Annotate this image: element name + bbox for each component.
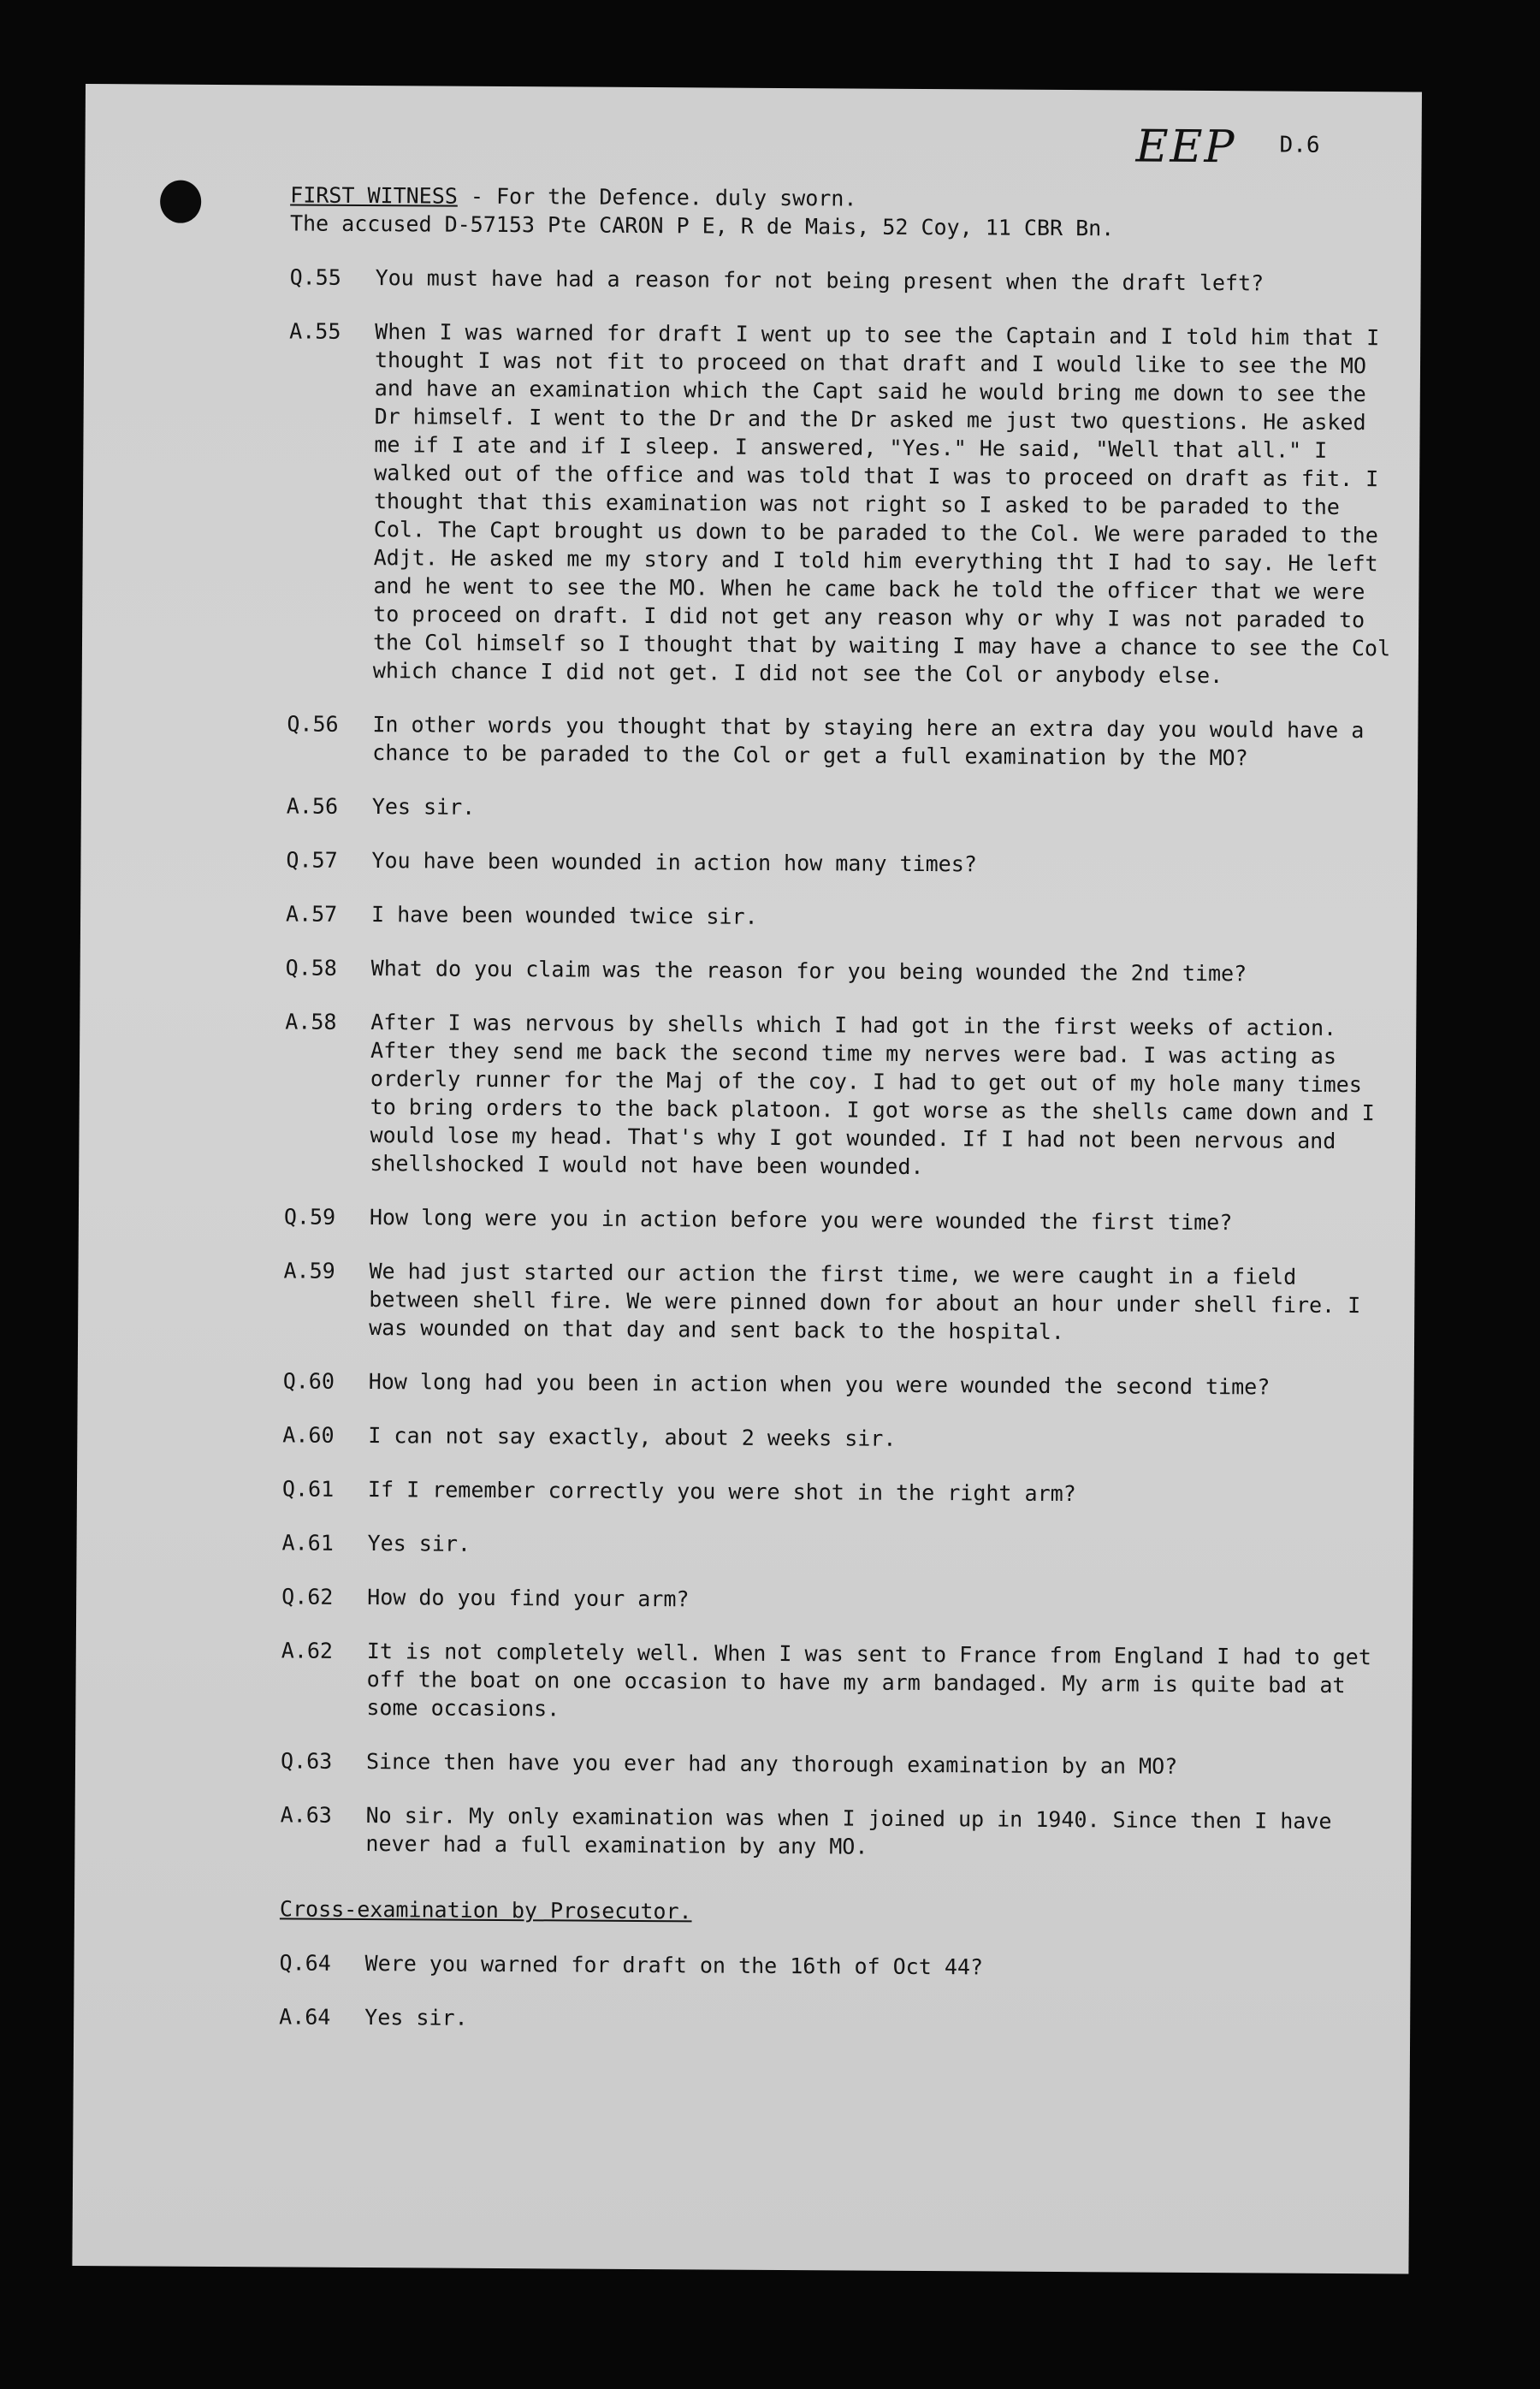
- question-entry: [281, 1746, 1393, 1781]
- entry-label: A.57: [285, 901, 338, 927]
- punch-hole: [160, 181, 201, 223]
- answer-entry: [283, 1256, 1396, 1348]
- cross-examination-heading: Cross-examination by Prosecutor.: [279, 1896, 692, 1924]
- entry-text: Yes sir.: [371, 794, 476, 820]
- question-entry: [283, 1366, 1395, 1402]
- entry-text: I can not say exactly, about 2 weeks sir.: [368, 1423, 897, 1451]
- entry-text: You must have had a reason for not being present when the draft left?: [375, 265, 1265, 296]
- entry-text: Since then have you ever had any thorough examination by an MO?: [365, 1749, 1178, 1779]
- entry-label: A.58: [285, 1009, 337, 1034]
- transcript-body: [279, 181, 1402, 2037]
- entry-text: In other words you thought that by staying here an extra day you would have a chance to be paraded to the Col or get a full examination by the MO?: [372, 712, 1365, 771]
- entry-text: We had just started our action the first time, we were caught in a field between shell fire. We were pinned down for about an hour under shell fire. I was wounded on that day and sent back to the hospital.: [369, 1259, 1361, 1345]
- answer-entry: [282, 1420, 1395, 1455]
- entry-label: Q.56: [287, 711, 339, 737]
- entry-label: Q.58: [285, 955, 338, 981]
- entry-label: A.56: [286, 793, 339, 819]
- entry-label: A.59: [283, 1258, 335, 1283]
- entry-text: How long were you in action before you were wounded the first time?: [369, 1205, 1233, 1236]
- entry-label: A.55: [289, 318, 341, 344]
- entry-text: I have been wounded twice sir.: [370, 902, 758, 929]
- answer-entry: [280, 1800, 1392, 1864]
- entry-text: Yes sir.: [367, 1531, 471, 1556]
- entry-text: How long had you been in action when you were wounded the second time?: [368, 1369, 1270, 1400]
- entry-text: How do you find your arm?: [367, 1585, 690, 1612]
- answer-entry: [287, 791, 1399, 827]
- entry-label: A.61: [281, 1530, 334, 1556]
- entry-label: Q.59: [283, 1204, 336, 1230]
- entry-label: Q.55: [289, 264, 341, 290]
- question-entry: [286, 953, 1398, 988]
- entry-label: A.60: [282, 1422, 335, 1448]
- document-number: D.6: [1279, 132, 1320, 158]
- answer-entry: [279, 2002, 1391, 2037]
- answer-entry: [281, 1528, 1394, 1563]
- witness-title-rest: - For the Defence. duly sworn.: [457, 183, 857, 211]
- answer-entry: [281, 1636, 1394, 1728]
- answer-entry: [284, 1007, 1397, 1183]
- document-page: [72, 84, 1422, 2273]
- witness-title: FIRST WITNESS: [290, 182, 458, 209]
- entry-text: After I was nervous by shells which I had got in the first weeks of action. After they send me back the second time my nerves were bad. I was acting as orderly runner for the Maj of the coy. I had to get out of my hole many times to bring orders to the back platoon. I got worse as the shells came down and I would lose my head. That's why I got wounded. If I had not been nervous and shellshocked I would not have been wounded.: [370, 1010, 1375, 1180]
- entry-label: Q.61: [281, 1476, 335, 1502]
- question-entry: [279, 1948, 1391, 1983]
- entry-text: If I remember correctly you were shot in the right arm?: [367, 1477, 1076, 1507]
- question-entry: [284, 1202, 1396, 1237]
- question-entry: [282, 1474, 1395, 1509]
- entry-text: When I was warned for draft I went up to see the Captain and I told him that I thought I was not fit to proceed on that draft and I would like to see the MO and have an examination which the Capt said he would bring me down to see the Dr himself. I went to the Dr and the Dr asked me just two questions. He asked me if I ate and if I sleep. I answered, "Yes." He said, "Well that all." I walked out of the office and was told that I was to proceed on draft as fit. I thought that this examination was not right so I asked to be paraded to the Col. The Capt brought us down to be paraded to the Col. We were paraded to the Adjt. He asked me my story and I told him everything tht I had to say. He left and he went to see the MO. When he came back he told the officer that we were to proceed on draft. I did not get any reason why or why I was not paraded to the Col himself so I thought that by waiting I may have a chance to see the Col which chance I did not get. I did not see the Col or anybody else.: [372, 319, 1391, 689]
- entry-label: Q.57: [286, 847, 338, 873]
- accused-line: The accused D-57153 Pte CARON P E, R de Mais, 52 Coy, 11 CBR Bn.: [289, 210, 1115, 241]
- entry-label: Q.60: [282, 1368, 335, 1394]
- question-entry: [281, 1582, 1394, 1617]
- entry-label: A.62: [281, 1638, 334, 1663]
- entry-text: What do you claim was the reason for you being wounded the 2nd time?: [370, 956, 1247, 987]
- entry-text: No sir. My only examination was when I joined up in 1940. Since then I have never had a full examination by any MO.: [365, 1803, 1332, 1859]
- handwritten-initials: EEP: [1135, 121, 1236, 174]
- entry-label: A.63: [280, 1802, 332, 1828]
- question-entry: [286, 845, 1398, 880]
- qa-list: [280, 263, 1401, 1864]
- question-entry: [287, 709, 1399, 773]
- entry-text: You have been wounded in action how many times?: [371, 848, 977, 877]
- entry-label: Q.62: [281, 1584, 334, 1609]
- entry-text: It is not completely well. When I was sent to France from England I had to get off the boat on one occasion to have my arm bandaged. My arm is quite bad at some occasions.: [366, 1639, 1371, 1722]
- entry-text: Were you warned for draft on the 16th of Oct 44?: [364, 1951, 984, 1980]
- answer-entry: [286, 899, 1398, 934]
- entry-label: A.64: [279, 2004, 331, 2030]
- entry-label: Q.63: [280, 1748, 333, 1774]
- answer-entry: [287, 317, 1402, 691]
- cross-qa-list: [279, 1948, 1392, 2037]
- entry-label: Q.64: [279, 1950, 331, 1976]
- entry-text: Yes sir.: [364, 2005, 468, 2030]
- question-entry: [290, 263, 1402, 298]
